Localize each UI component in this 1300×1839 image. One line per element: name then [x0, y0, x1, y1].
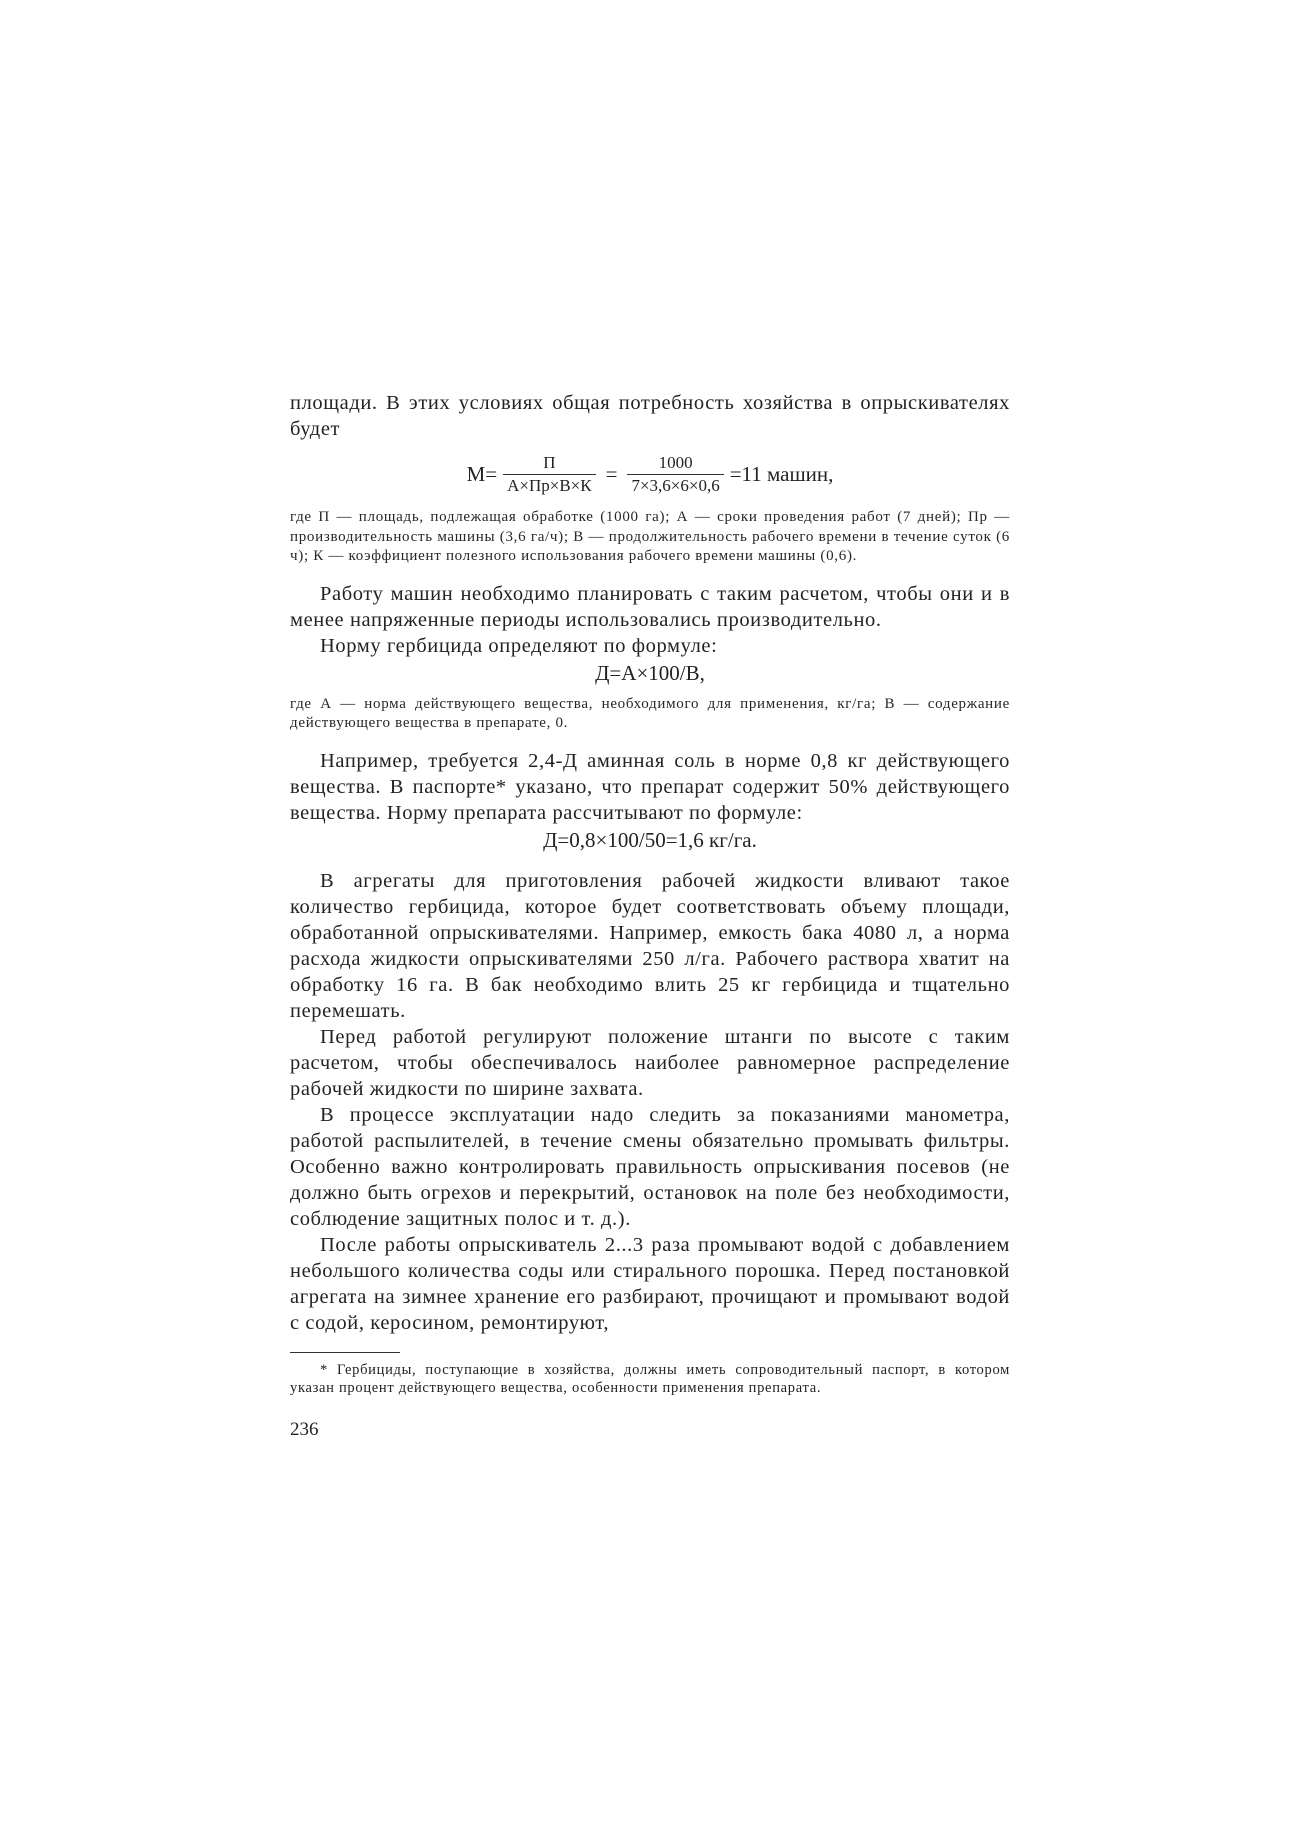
intro-paragraph: площади. В этих условиях общая потребность хозяйства в опрыскивателях будет — [290, 392, 1010, 440]
legend-formula-2: где А — норма действующего вещества, необходимого для применения, кг/га; В — содержание действующего вещества в препарате, 0. — [290, 695, 1010, 731]
fraction-numerator: П — [543, 452, 556, 472]
machines-formula — [290, 446, 1010, 502]
footnote: * Гербициды, поступающие в хозяйства, должны иметь сопроводительный паспорт, в котором указан процент действующего вещества, особенности применения препарата. — [290, 1361, 1010, 1396]
formula-lhs: М= — [466, 461, 498, 486]
fraction-denominator: 7×3,6×6×0,6 — [627, 474, 723, 497]
fraction-numeric — [627, 452, 723, 497]
fraction-denominator: А×Пр×В×К — [503, 474, 596, 497]
paragraph: В процессе эксплуатации надо следить за показаниями манометра, работой распылителей, в течение смены обязательно промывать фильтры. Особенно важно контролировать правильность опрыскивания посевов (не должно быть огрехов и перекрытий, остановок на поле без необходимости, соблюдение защитных полос и т. д.). — [290, 1103, 1010, 1230]
page-number: 236 — [290, 1418, 319, 1440]
herbicide-formula: Д=А×100/В, — [595, 660, 705, 685]
legend-formula-1: где П — площадь, подлежащая обработке (1000 га); А — сроки проведения работ (7 дней); Пр — производительность машины (3,6 га/ч); В — продолжительность рабочего времени в течение суток (6 ч); К — коэффициент полезного использования рабочего времени машины (0,6). — [290, 509, 1010, 564]
page-content — [290, 390, 1010, 1441]
formula-result: =11 машин, — [729, 461, 834, 486]
paragraph: Норму гербицида определяют по формуле: — [320, 634, 718, 657]
paragraph: После работы опрыскиватель 2...3 раза промывают водой с добавлением небольшого количества соды или стирального порошка. Перед постановкой агрегата на зимнее хранение его разбирают, прочищают и промывают водой с содой, керосином, ремонтируют, — [290, 1233, 1010, 1334]
paragraph: Работу машин необходимо планировать с таким расчетом, чтобы они и в менее напряженные периоды использовались производительно. — [290, 582, 1010, 631]
footnote-divider — [290, 1352, 400, 1353]
example-formula: Д=0,8×100/50=1,6 кг/га. — [543, 827, 757, 852]
paragraph: В агрегаты для приготовления рабочей жидкости вливают такое количество гербицида, которое будет соответствовать объему площади, обработанной опрыскивателями. Например, емкость бака 4080 л, а норма расхода жидкости опрыскивателями 250 л/га. Рабочего раствора хватит на обработку 16 га. В бак необходимо влить 25 кг гербицида и тщательно перемешать. — [290, 869, 1010, 1022]
formula-equals: = — [605, 461, 618, 486]
paragraph: Перед работой регулируют положение штанги по высоте с таким расчетом, чтобы обеспечивалось наиболее равномерное распределение рабочей жидкости по ширине захвата. — [290, 1025, 1010, 1100]
fraction-symbolic — [503, 452, 596, 497]
paragraph: Например, требуется 2,4-Д аминная соль в норме 0,8 кг действующего вещества. В паспорте* указано, что препарат содержит 50% действующего вещества. Норму препарата рассчитывают по формуле: — [290, 749, 1010, 824]
fraction-numerator: 1000 — [658, 452, 693, 472]
